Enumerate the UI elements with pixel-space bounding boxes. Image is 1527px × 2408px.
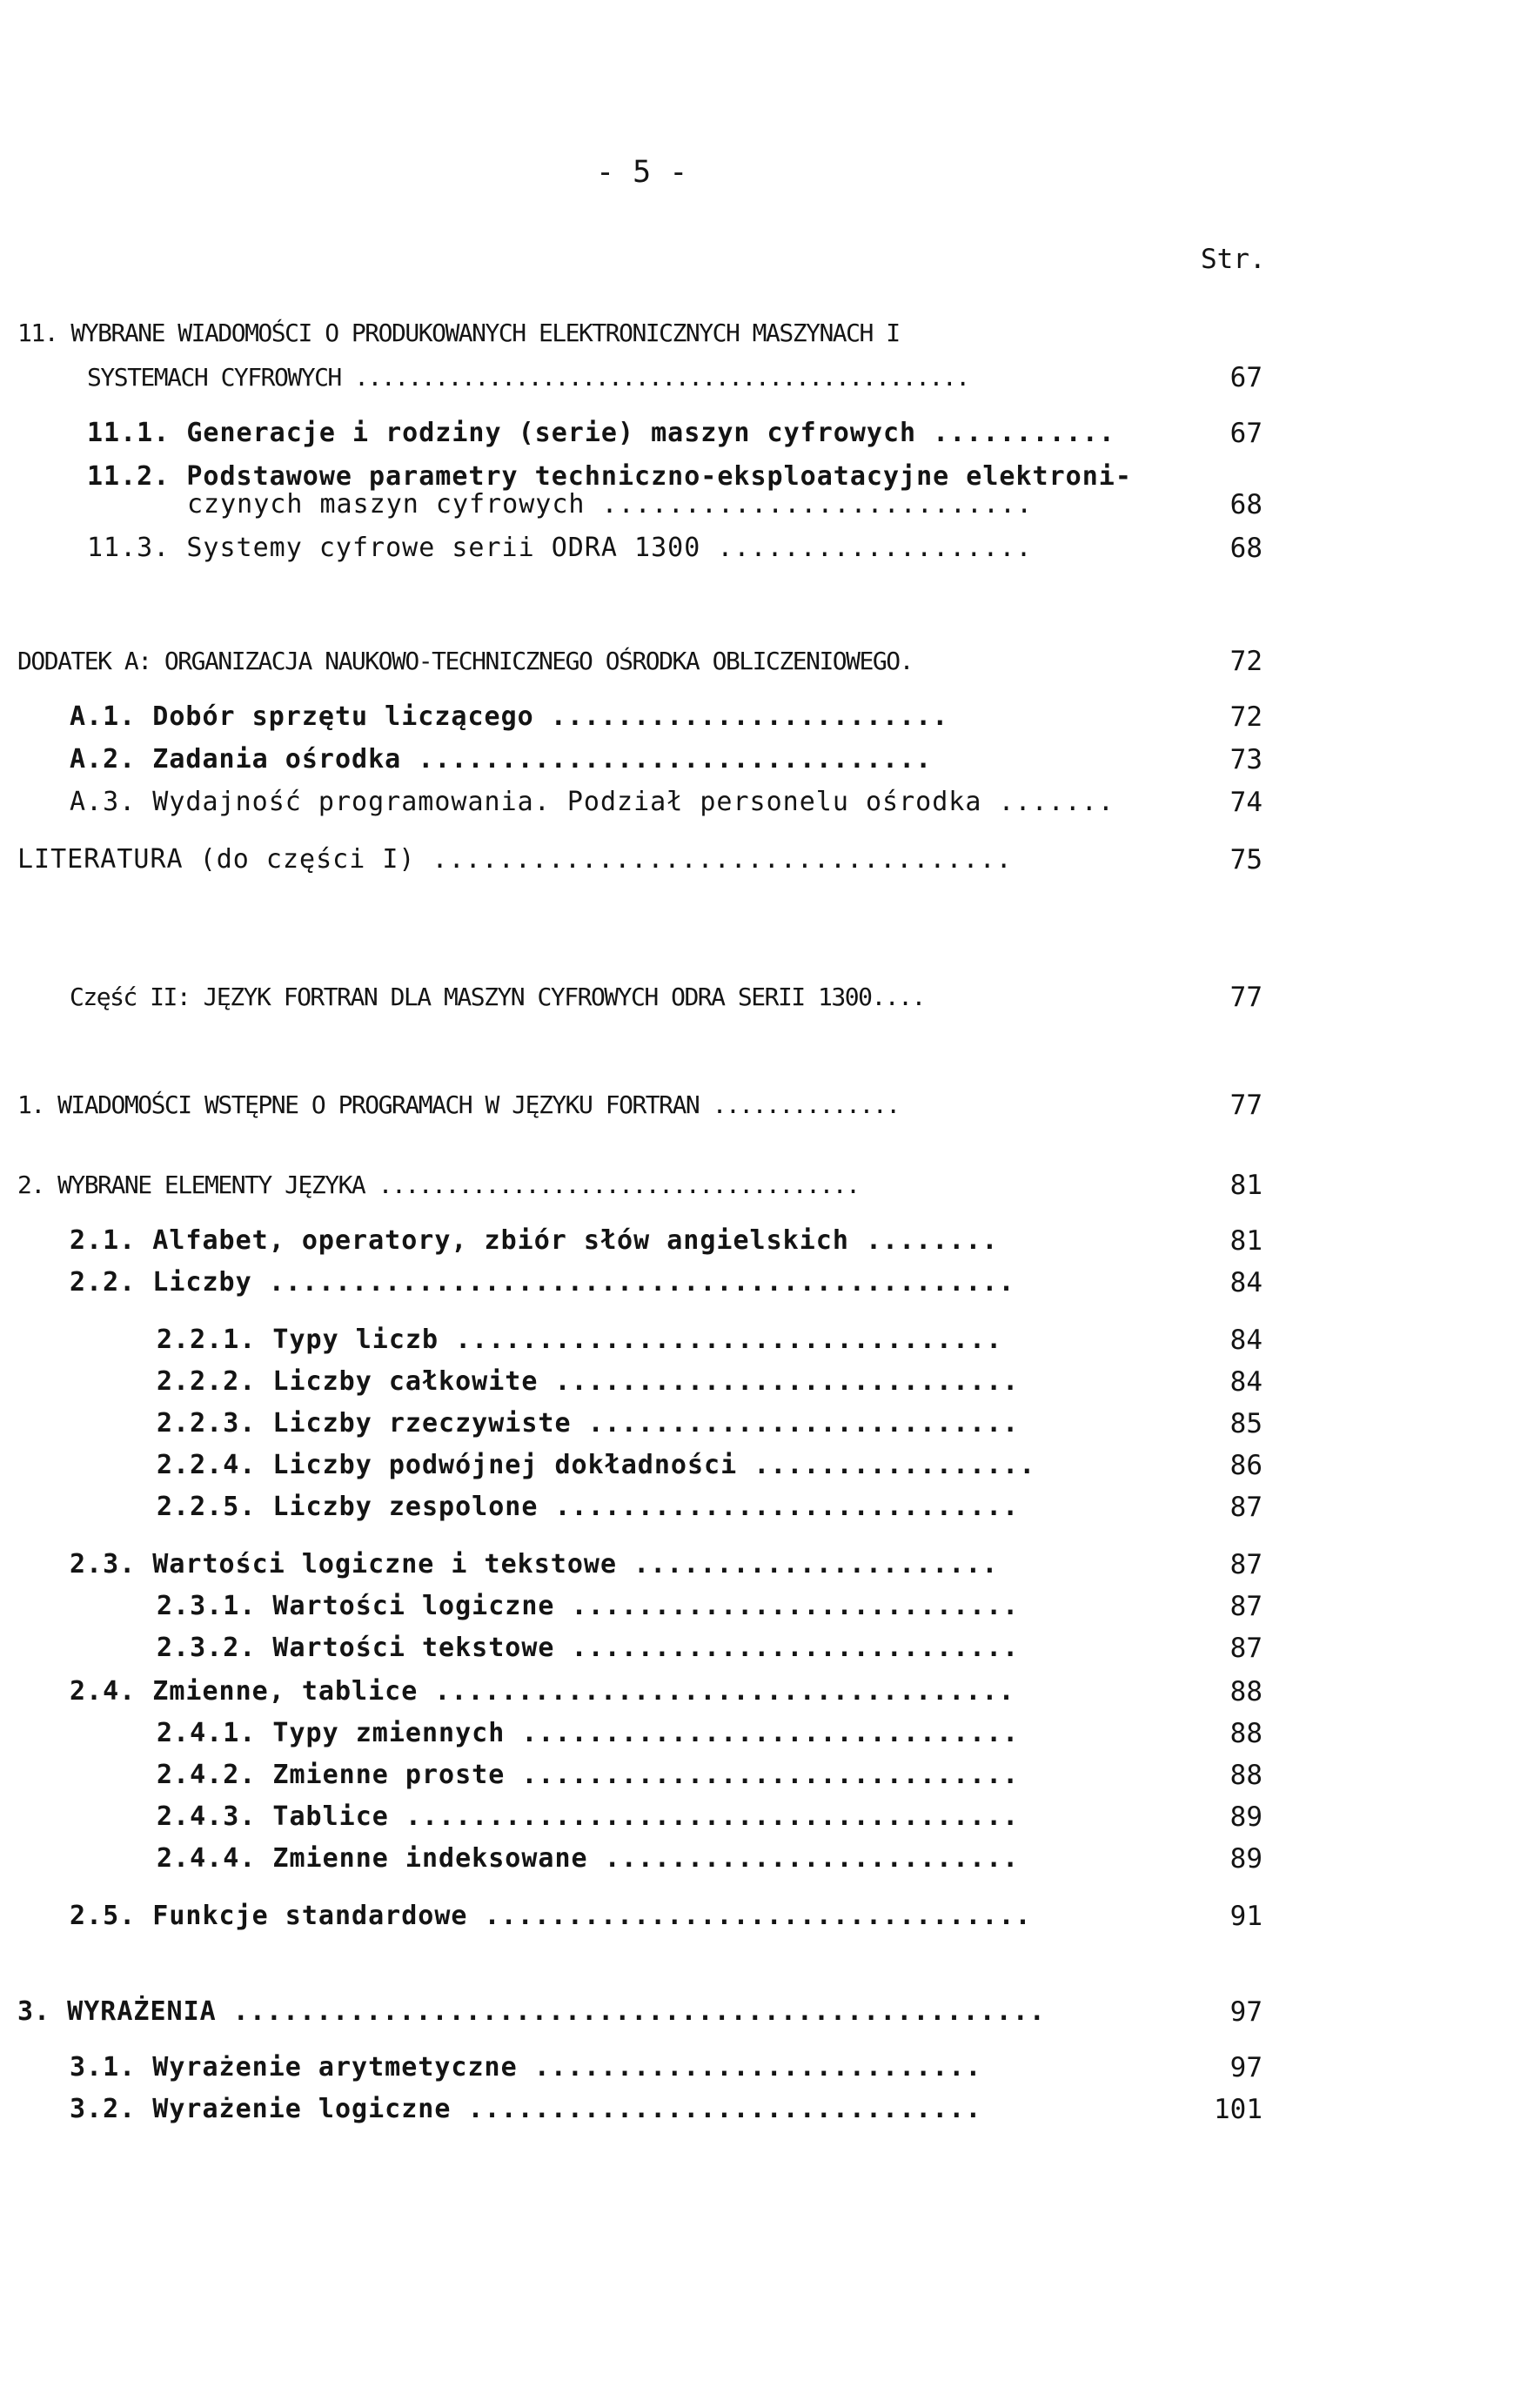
toc-entry-11-1: 11.1. Generacje i rodziny (serie) maszyn cyfrowych ...........	[87, 418, 1115, 448]
toc-entry-2-3: 2.3. Wartości logiczne i tekstowe ......................	[70, 1549, 999, 1580]
toc-entry-2-2-5: 2.2.5. Liczby zespolone ............................	[157, 1492, 1020, 1522]
toc-page-2-4-2: 88	[1229, 1760, 1262, 1791]
toc-page-a-3: 74	[1229, 787, 1262, 818]
toc-entry-2-1: 2.1. Alfabet, operatory, zbiór słów angielskich ........	[70, 1225, 999, 1256]
toc-entry-2-2-4: 2.2.4. Liczby podwójnej dokładności .................	[157, 1450, 1036, 1480]
toc-entry-part-2: Część II: JĘZYK FORTRAN DLA MASZYN CYFROWYCH ODRA SERII 1300....	[70, 983, 925, 1011]
toc-entry-2: 2. WYBRANE ELEMENTY JĘZYKA ....................................	[17, 1170, 860, 1199]
toc-page-2-4-4: 89	[1229, 1843, 1262, 1875]
toc-page-11-1: 67	[1229, 418, 1262, 449]
toc-entry-3-2: 3.2. Wyrażenie logiczne ...............................	[70, 2094, 982, 2124]
page-number: - 5 -	[596, 155, 688, 190]
toc-entry-2-4-4: 2.4.4. Zmienne indeksowane .........................	[157, 1843, 1020, 1874]
toc-page-2-2-5: 87	[1229, 1492, 1262, 1523]
toc-page-2: 81	[1229, 1170, 1262, 1201]
toc-page-literatura: 75	[1229, 844, 1262, 875]
toc-entry-a-3: A.3. Wydajność programowania. Podział personelu ośrodka .......	[70, 787, 1115, 817]
toc-page-2-1: 81	[1229, 1225, 1262, 1257]
toc-page-a-2: 73	[1229, 744, 1262, 775]
toc-entry-2-4-1: 2.4.1. Typy zmiennych ..............................	[157, 1718, 1020, 1748]
toc-page-1: 77	[1229, 1090, 1262, 1121]
toc-page-2-3-2: 87	[1229, 1633, 1262, 1664]
toc-entry-a-2: A.2. Zadania ośrodka ...............................	[70, 744, 933, 775]
toc-entry-2-4-2: 2.4.2. Zmienne proste ..............................	[157, 1760, 1020, 1790]
toc-page-2-2-3: 85	[1229, 1408, 1262, 1439]
toc-entry-11-3: 11.3. Systemy cyfrowe serii ODRA 1300 ...................	[87, 533, 1033, 563]
toc-entry-2-5: 2.5. Funkcje standardowe .................................	[70, 1901, 1032, 1931]
toc-page-3-2: 101	[1214, 2094, 1262, 2125]
toc-entry-2-2-1: 2.2.1. Typy liczb .................................	[157, 1325, 1003, 1355]
toc-page-2-3-1: 87	[1229, 1591, 1262, 1622]
toc-entry-2-2: 2.2. Liczby .............................................	[70, 1267, 1015, 1298]
toc-page-2-2-2: 84	[1229, 1366, 1262, 1398]
toc-page-2-4: 88	[1229, 1676, 1262, 1707]
toc-page-11: 67	[1229, 362, 1262, 393]
toc-entry-11-2: 11.2. Podstawowe parametry techniczno-eksploatacyjne elektroni-	[87, 461, 1132, 492]
toc-page-3-1: 97	[1229, 2052, 1262, 2083]
toc-page-2-2-4: 86	[1229, 1450, 1262, 1481]
toc-page-part-2: 77	[1229, 982, 1262, 1013]
toc-entry-2-2-2: 2.2.2. Liczby całkowite ............................	[157, 1366, 1020, 1397]
toc-page-3: 97	[1229, 1996, 1262, 2028]
toc-page-11-2: 68	[1229, 489, 1262, 520]
toc-entry-1: 1. WIADOMOŚCI WSTĘPNE O PROGRAMACH W JĘZYKU FORTRAN ..............	[17, 1090, 900, 1119]
toc-page-appendix-a: 72	[1229, 646, 1262, 677]
toc-entry-2-3-1: 2.3.1. Wartości logiczne ...........................	[157, 1591, 1020, 1621]
toc-entry-literatura: LITERATURA (do części I) ...................................	[17, 844, 1013, 875]
toc-entry-3-1: 3.1. Wyrażenie arytmetyczne ...........................	[70, 2052, 982, 2083]
toc-page-2-2: 84	[1229, 1267, 1262, 1298]
toc-entry-2-4: 2.4. Zmienne, tablice ...................................	[70, 1676, 1015, 1707]
toc-entry-11-title-cont: SYSTEMACH CYFROWYCH ..............................................	[87, 363, 969, 392]
toc-entry-2-2-3: 2.2.3. Liczby rzeczywiste ..........................	[157, 1408, 1020, 1439]
toc-page-2-5: 91	[1229, 1901, 1262, 1932]
toc-entry-3: 3. WYRAŻENIA .................................................	[17, 1996, 1046, 2027]
toc-entry-2-4-3: 2.4.3. Tablice .....................................	[157, 1801, 1020, 1832]
toc-entry-appendix-a: DODATEK A: ORGANIZACJA NAUKOWO-TECHNICZNEGO OŚRODKA OBLICZENIOWEGO.	[17, 647, 913, 675]
toc-page-2-4-3: 89	[1229, 1801, 1262, 1833]
toc-page-a-1: 72	[1229, 701, 1262, 733]
toc-page-11-3: 68	[1229, 533, 1262, 564]
toc-page-2-2-1: 84	[1229, 1325, 1262, 1356]
toc-entry-a-1: A.1. Dobór sprzętu liczącego ........................	[70, 701, 949, 732]
toc-page-2-4-1: 88	[1229, 1718, 1262, 1749]
toc-entry-11-title: 11. WYBRANE WIADOMOŚCI O PRODUKOWANYCH ELEKTRONICZNYCH MASZYNACH I	[17, 319, 900, 347]
page-column-header: Str.	[1201, 244, 1266, 275]
toc-entry-2-3-2: 2.3.2. Wartości tekstowe ...........................	[157, 1633, 1020, 1663]
toc-page-2-3: 87	[1229, 1549, 1262, 1580]
toc-entry-11-2-cont: czynych maszyn cyfrowych ..........................	[187, 489, 1034, 520]
